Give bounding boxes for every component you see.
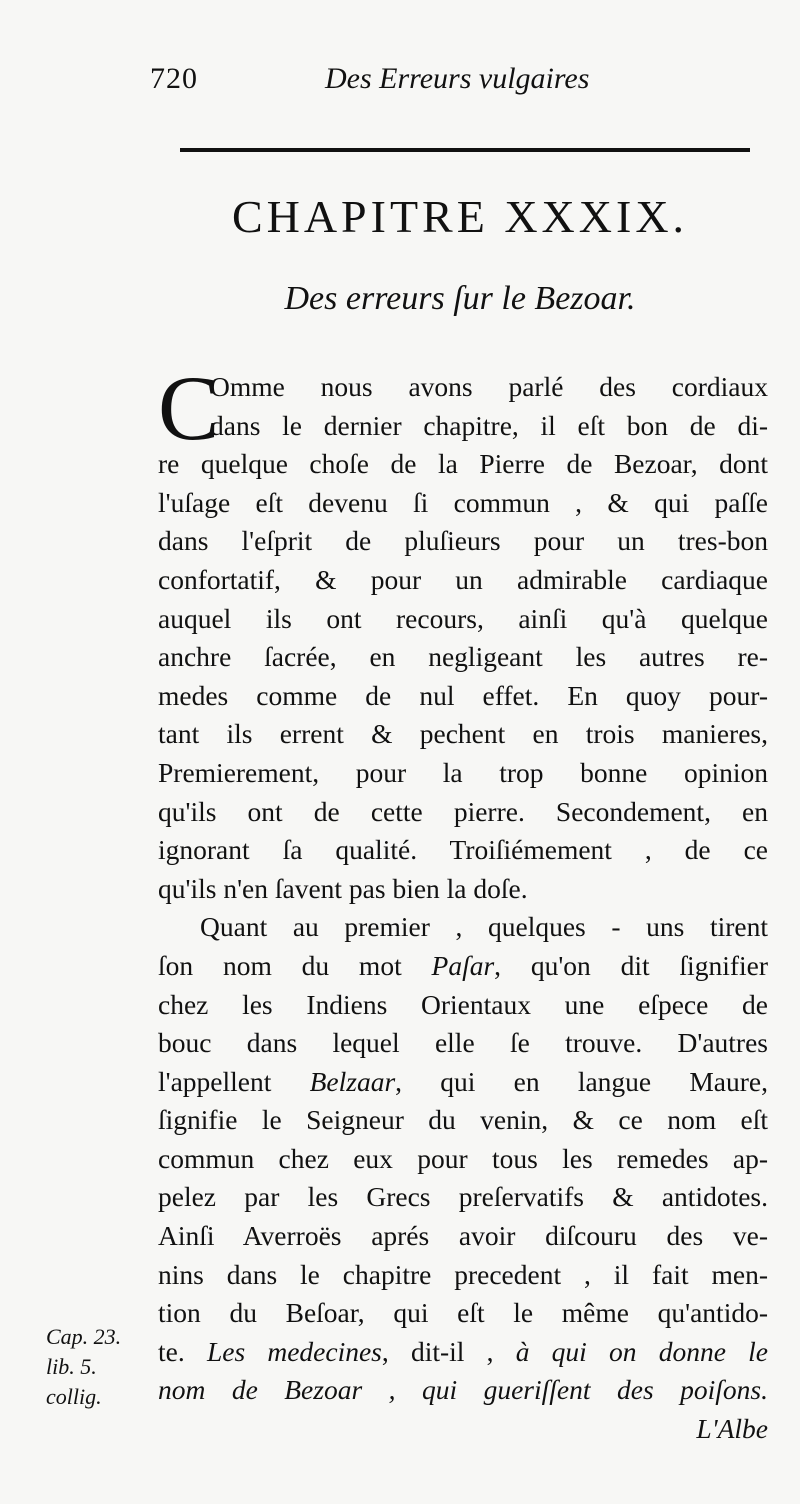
margin-note-line: collig. xyxy=(46,1384,102,1409)
italic-term: Belzaar xyxy=(309,1065,396,1097)
text-line: Omme nous avons parlé des cordiaux xyxy=(210,371,768,402)
page-number: 720 xyxy=(150,62,198,95)
margin-note-line: Cap. 23. xyxy=(46,1324,122,1349)
catchword: L'Albe xyxy=(696,1413,768,1445)
page-header xyxy=(150,62,750,102)
text-line: l'uſage eſt devenu ſi commun , & qui paſſe xyxy=(158,486,768,518)
italic-quote: Les medecines xyxy=(206,1335,382,1367)
text-line: nins dans le chapitre precedent , il fait men- xyxy=(158,1258,768,1290)
text-line: anchre ſacrée, en negligeant les autres re- xyxy=(158,641,768,673)
text-line: ſignifie le Seigneur du venin, & ce nom eſt xyxy=(158,1104,768,1136)
text-line: dans l'eſprit de pluſieurs pour un tres-bon xyxy=(158,525,768,557)
header-rule xyxy=(180,148,750,152)
italic-quote: à qui on donne le xyxy=(515,1335,768,1367)
body-text xyxy=(158,357,768,1449)
italic-term: Paſar xyxy=(431,949,495,981)
chapter-subtitle: Des erreurs ſur le Bezoar. xyxy=(284,280,636,317)
text-line: chez les Indiens Orientaux une eſpece de xyxy=(158,988,768,1020)
text-fragment: te. xyxy=(158,1335,207,1367)
text-line: commun chez eux pour tous les remedes ap- xyxy=(158,1142,768,1174)
text-fragment: , dit-il , xyxy=(381,1335,516,1367)
text-line: confortatif, & pour un admirable cardiaque xyxy=(158,563,768,595)
text-line: tant ils errent & pechent en trois manieres, xyxy=(158,718,768,750)
text-line: Quant au premier , quelques - uns tirent xyxy=(200,911,768,943)
text-fragment: l'appellent xyxy=(158,1065,310,1097)
margin-note xyxy=(46,1322,146,1412)
text-line: Ainſi Averroës aprés avoir diſcouru des ve- xyxy=(158,1220,768,1252)
text-line: nom de Bezoar , qui gueriſſent des poiſons. xyxy=(158,1374,768,1406)
text-line: qu'ils ont de cette pierre. Secondement, en xyxy=(158,795,768,827)
drop-cap: C xyxy=(158,357,220,459)
text-line xyxy=(158,1063,768,1102)
text-line: dans le dernier chapitre, il eſt bon de di- xyxy=(210,409,768,441)
text-fragment: ſon nom du mot xyxy=(158,949,432,981)
text-line: re quelque choſe de la Pierre de Bezoar, dont xyxy=(158,448,768,480)
text-line: tion du Beſoar, qui eſt le même qu'antido- xyxy=(158,1297,768,1329)
text-line xyxy=(158,1333,768,1372)
text-line: Premierement, pour la trop bonne opinion xyxy=(158,756,768,788)
text-line xyxy=(158,947,768,986)
text-fragment: , qu'on dit ſignifier xyxy=(494,949,768,981)
text-line: medes comme de nul effet. En quoy pour- xyxy=(158,679,768,711)
text-line: pelez par les Grecs preſervatifs & antidotes. xyxy=(158,1181,768,1213)
text-fragment: , qui en langue Maure, xyxy=(395,1065,768,1097)
chapter-title: CHAPITRE XXXIX. xyxy=(231,191,689,242)
text-line: bouc dans lequel elle ſe trouve. D'autres xyxy=(158,1027,768,1059)
text-line: ignorant ſa qualité. Troiſiémement , de ce xyxy=(158,834,768,866)
text-line: qu'ils n'en ſavent pas bien la doſe. xyxy=(158,872,528,904)
text-line: auquel ils ont recours, ainſi qu'à quelque xyxy=(158,602,768,634)
margin-note-line: lib. 5. xyxy=(46,1354,97,1379)
running-head: Des Erreurs vulgaires xyxy=(325,62,590,95)
